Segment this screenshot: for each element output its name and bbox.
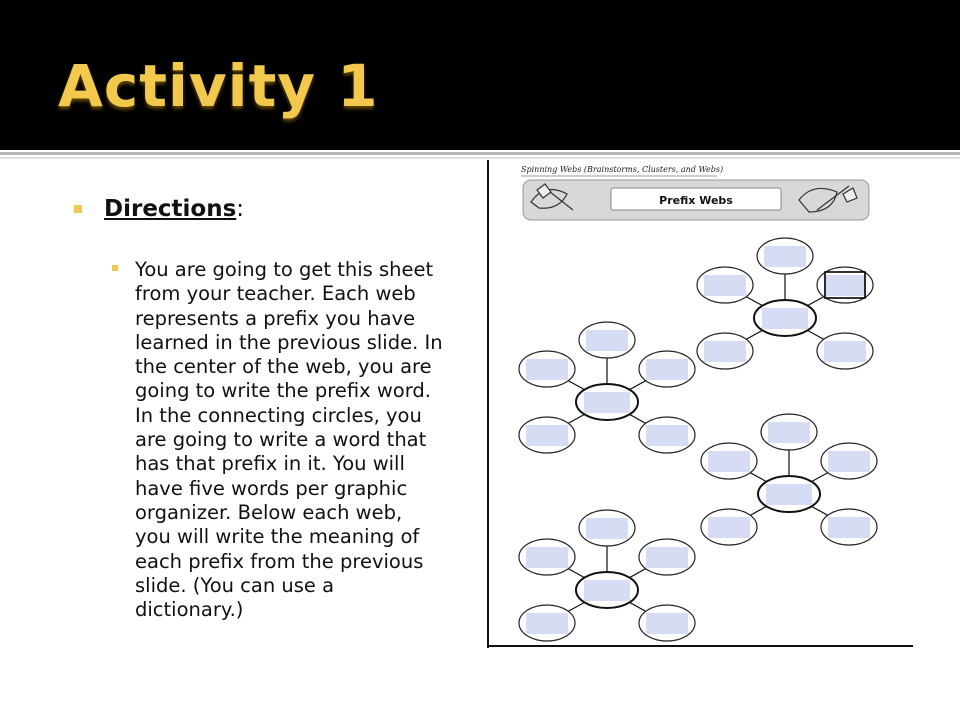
bullet-square-icon bbox=[74, 205, 82, 213]
word-placeholder bbox=[828, 517, 870, 538]
title-divider-thin bbox=[0, 157, 960, 159]
directions-heading bbox=[104, 194, 244, 224]
banner-title: Prefix Webs bbox=[659, 194, 733, 207]
prefix-placeholder bbox=[584, 392, 630, 413]
word-placeholder bbox=[824, 275, 866, 296]
banner bbox=[523, 180, 869, 220]
word-placeholder bbox=[828, 451, 870, 472]
word-placeholder bbox=[764, 246, 806, 267]
word-placeholder bbox=[646, 613, 688, 634]
word-placeholder bbox=[526, 547, 568, 568]
directions-label: Directions bbox=[104, 196, 237, 222]
word-placeholder bbox=[646, 359, 688, 380]
directions-text: You are going to get this sheet from your teacher. Each web represents a prefix you have learned in the previous slide. In the center of the web, you are going to write the prefix word. In the connecting circles, you are going to write a word that has that prefix in it. You will have five words per graphic organizer. Below each web, you will write the meaning of each prefix from the previous slide. (You can use a dictionary.) bbox=[135, 258, 443, 622]
word-placeholder bbox=[708, 451, 750, 472]
word-placeholder bbox=[708, 517, 750, 538]
prefix-placeholder bbox=[766, 484, 812, 505]
word-placeholder bbox=[704, 341, 746, 362]
title-divider bbox=[0, 152, 960, 155]
word-placeholder bbox=[768, 422, 810, 443]
word-placeholder bbox=[526, 613, 568, 634]
directions-colon: : bbox=[236, 196, 245, 222]
word-placeholder bbox=[646, 547, 688, 568]
word-placeholder bbox=[586, 518, 628, 539]
word-placeholder bbox=[526, 359, 568, 380]
word-placeholder bbox=[586, 330, 628, 351]
word-placeholder bbox=[526, 425, 568, 446]
word-placeholder bbox=[704, 275, 746, 296]
word-placeholder bbox=[824, 341, 866, 362]
sub-bullet-square-icon bbox=[112, 265, 118, 271]
prefix-placeholder bbox=[762, 308, 808, 329]
worksheet-image bbox=[487, 160, 913, 648]
slide-title: Activity 1 bbox=[58, 52, 379, 120]
prefix-placeholder bbox=[584, 580, 630, 601]
worksheet-header: Spinning Webs (Brainstorms, Clusters, and Webs) bbox=[521, 165, 724, 174]
word-placeholder bbox=[646, 425, 688, 446]
